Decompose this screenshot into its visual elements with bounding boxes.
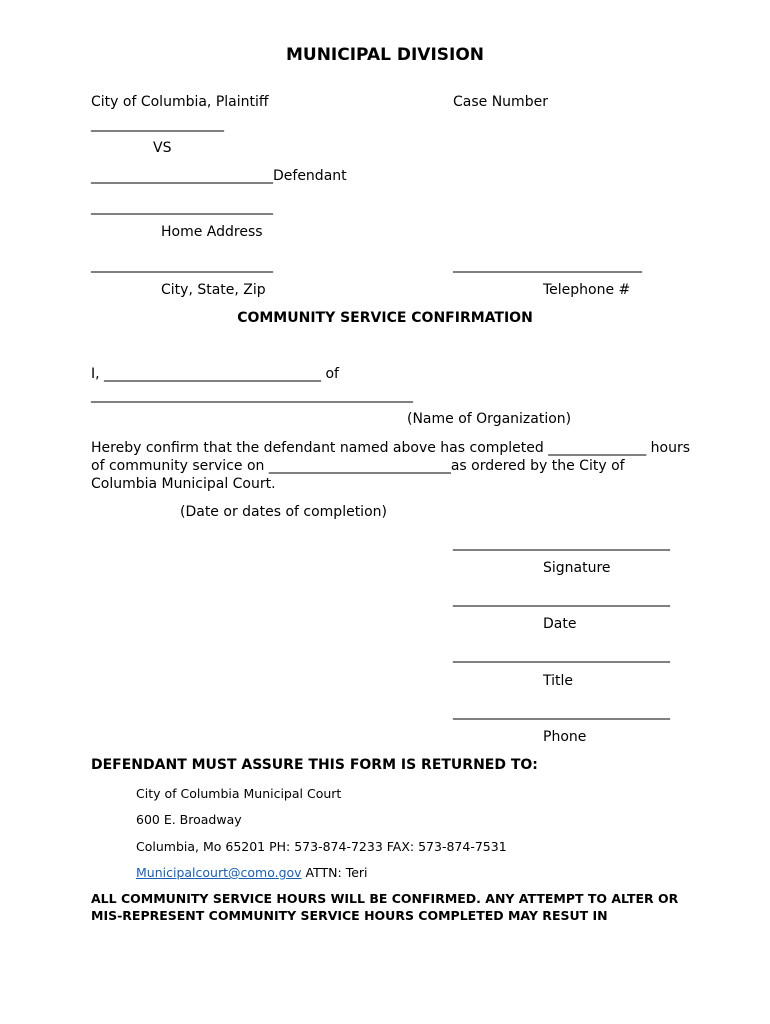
- telephone-label: Telephone #: [543, 282, 631, 298]
- telephone-blank: ___________________________: [453, 257, 642, 273]
- home-address-label: Home Address: [161, 224, 263, 240]
- court-name: City of Columbia Municipal Court: [136, 786, 342, 801]
- case-number-blank: ___________________: [91, 116, 224, 132]
- court-email-link[interactable]: Municipalcourt@como.gov: [136, 865, 302, 880]
- vs-label: VS: [153, 140, 172, 156]
- title-label: Title: [543, 673, 574, 689]
- signature-label: Signature: [543, 560, 611, 576]
- title-line: _______________________________: [453, 647, 670, 663]
- plaintiff-label: City of Columbia, Plaintiff: [91, 94, 269, 110]
- attn-text: ATTN: Teri: [301, 865, 368, 880]
- case-number-label: Case Number: [453, 94, 548, 110]
- return-heading: DEFENDANT MUST ASSURE THIS FORM IS RETURNED TO:: [91, 757, 538, 773]
- defendant-line: __________________________Defendant: [91, 168, 347, 184]
- organization-label: (Name of Organization): [407, 411, 572, 427]
- phone-line: _______________________________: [453, 704, 670, 720]
- defendant-address-blank: __________________________: [91, 199, 273, 215]
- signature-line: _______________________________: [453, 535, 670, 551]
- court-city-phone: Columbia, Mo 65201 PH: 573-874-7233 FAX: 573-874-7531: [136, 839, 507, 854]
- confirmation-paragraph: Hereby confirm that the defendant named above has completed ______________ hours of community service on __________________________as ordered by the City of Columbia Municipal Court.: [91, 440, 691, 492]
- warning-text: ALL COMMUNITY SERVICE HOURS WILL BE CONFIRMED. ANY ATTEMPT TO ALTER OR MIS-REPRESENT COMMUNITY SERVICE HOURS COMPLETED MAY RESUT IN: [91, 891, 679, 923]
- date-label: Date: [543, 616, 577, 632]
- confirmer-name-line: I, _______________________________ of: [91, 366, 339, 382]
- city-state-zip-blank: __________________________: [91, 257, 273, 273]
- phone-label: Phone: [543, 729, 587, 745]
- court-contact-line: [136, 864, 368, 881]
- court-street: 600 E. Broadway: [136, 812, 242, 827]
- section-heading: COMMUNITY SERVICE CONFIRMATION: [237, 310, 533, 326]
- city-state-zip-label: City, State, Zip: [161, 282, 266, 298]
- date-of-completion-label: (Date or dates of completion): [180, 504, 387, 520]
- page-title: MUNICIPAL DIVISION: [285, 45, 485, 65]
- date-line: _______________________________: [453, 591, 670, 607]
- organization-blank: ______________________________________________: [91, 387, 413, 403]
